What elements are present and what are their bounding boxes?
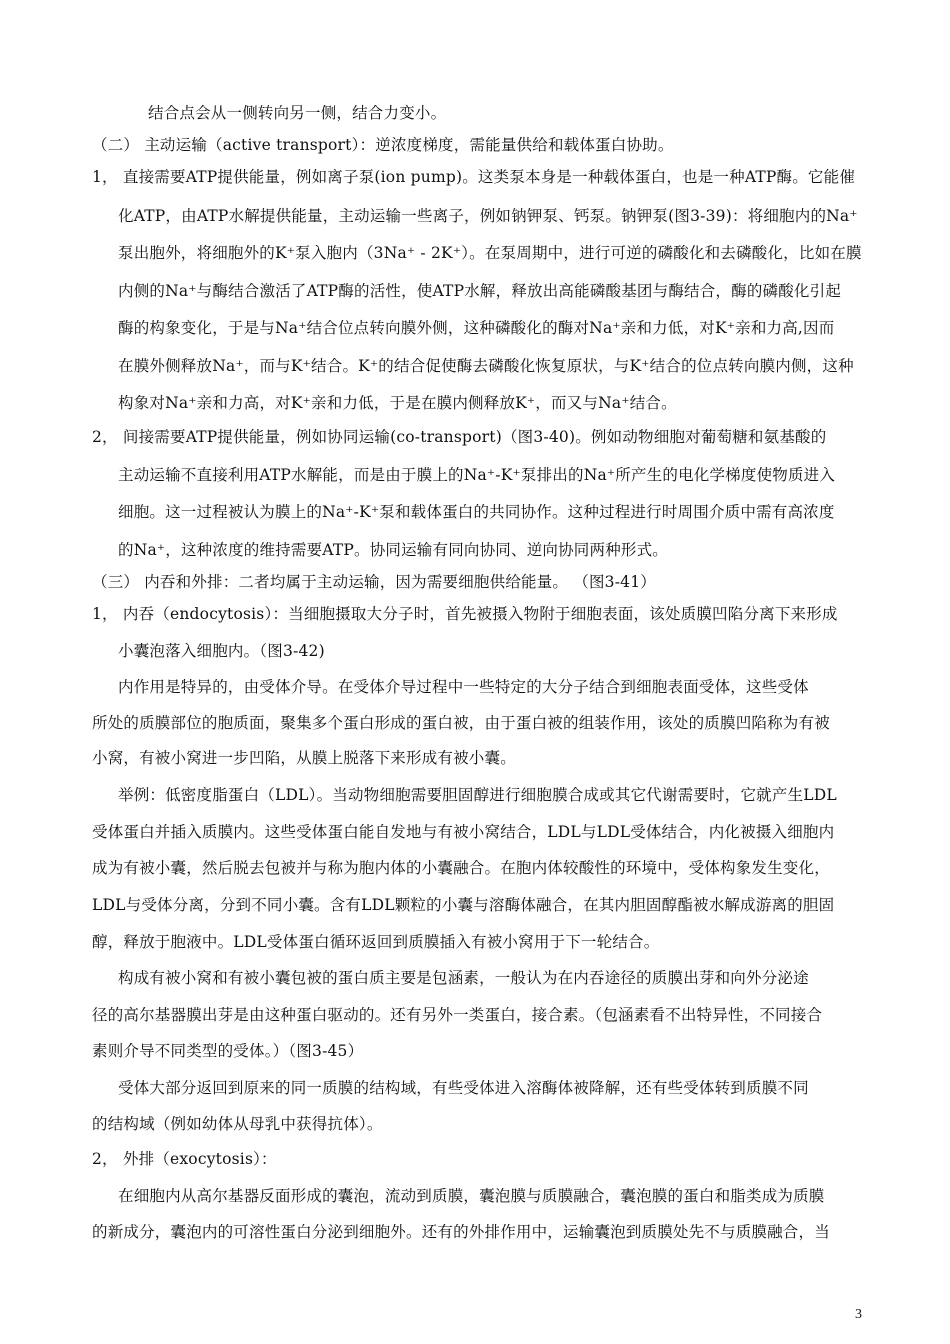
text-line: 1， 直接需要ATP提供能量，例如离子泵(ion pump)。这类泵本身是一种载体蛋白，也是一种ATP酶。它能催 (92, 168, 856, 186)
text-line: 的新成分，囊泡内的可溶性蛋白分泌到细胞外。还有的外排作用中，运输囊泡到质膜处先不与质膜融合，当 (92, 1223, 830, 1241)
text-line: 泵出胞外，将细胞外的K⁺泵入胞内（3Na⁺ - 2K⁺）。在泵周期中，进行可逆的磷酸化和去磷酸化，比如在膜 (118, 244, 862, 262)
text-line: 径的高尔基器膜出芽是由这种蛋白驱动的。还有另外一类蛋白，接合素。（包涵素看不出特异性，不同接合 (92, 1006, 823, 1024)
text-line: 醇，释放于胞液中。LDL受体蛋白循环返回到质膜插入有被小窝用于下一轮结合。 (92, 933, 660, 951)
text-line: 在细胞内从高尔基器反面形成的囊泡，流动到质膜，囊泡膜与质膜融合，囊泡膜的蛋白和脂类成为质膜 (118, 1187, 825, 1205)
section-heading: （二） 主动运输（active transport）：逆浓度梯度，需能量供给和载体蛋白协助。 (92, 136, 674, 154)
text-line: 内侧的Na⁺与酶结合激活了ATP酶的活性，使ATP水解，释放出高能磷酸基团与酶结合，酶的磷酸化引起 (118, 282, 842, 300)
text-line: 内作用是特异的，由受体介导。在受体介导过程中一些特定的大分子结合到细胞表面受体，这些受体 (118, 678, 809, 696)
text-line: 构象对Na⁺亲和力高，对K⁺亲和力低，于是在膜内侧释放K⁺，而又与Na⁺结合。 (118, 394, 677, 412)
text-line: 构成有被小窝和有被小囊包被的蛋白质主要是包涵素，一般认为在内吞途径的质膜出芽和向外分泌途 (118, 969, 809, 987)
text-line: 在膜外侧释放Na⁺，而与K⁺结合。K⁺的结合促使酶去磷酸化恢复原状，与K⁺结合的位点转向膜内侧，这种 (118, 357, 854, 375)
text-line: 小囊泡落入细胞内。（图3-42) (118, 642, 325, 660)
text-line: 2， 间接需要ATP提供能量，例如协同运输(co-transport)（图3-40)。例如动物细胞对葡萄糖和氨基酸的 (92, 428, 827, 446)
text-line: 所处的质膜部位的胞质面，聚集多个蛋白形成的蛋白被，由于蛋白被的组装作用，该处的质膜凹陷称为有被 (92, 714, 830, 732)
text-line: 2， 外排（exocytosis）： (92, 1150, 277, 1168)
text-line: 小窝，有被小窝进一步凹陷，从膜上脱落下来形成有被小囊。 (92, 749, 516, 767)
text-line: 的结构域（例如幼体从母乳中获得抗体）。 (92, 1115, 383, 1133)
page-number: 3 (855, 1307, 862, 1322)
text-line: 受体大部分返回到原来的同一质膜的结构域，有些受体进入溶酶体被降解，还有些受体转到质膜不同 (118, 1079, 809, 1097)
text-line: 素则介导不同类型的受体。）（图3-45） (92, 1042, 364, 1060)
text-line: 受体蛋白并插入质膜内。这些受体蛋白能自发地与有被小窝结合，LDL与LDL受体结合，内化被摄入细胞内 (92, 823, 835, 841)
text-line: 举例：低密度脂蛋白（LDL）。当动物细胞需要胆固醇进行细胞膜合成或其它代谢需要时，它就产生LDL (118, 786, 837, 804)
text-line: 细胞。这一过程被认为膜上的Na⁺-K⁺泵和载体蛋白的共同协作。这种过程进行时周围介质中需有高浓度 (118, 503, 835, 521)
text-line: LDL与受体分离，分到不同小囊。含有LDL颗粒的小囊与溶酶体融合，在其内胆固醇酯被水解成游离的胆固 (92, 896, 835, 914)
section-heading: （三） 内吞和外排：二者均属于主动运输，因为需要细胞供给能量。 （图3-41） (92, 573, 656, 591)
text-line: 1， 内吞（endocytosis）：当细胞摄取大分子时，首先被摄入物附于细胞表面，该处质膜凹陷分离下来形成 (92, 605, 838, 623)
text-line: 化ATP，由ATP水解提供能量，主动运输一些离子，例如钠钾泵、钙泵。钠钾泵(图3-39)：将细胞内的Na⁺ (118, 207, 858, 225)
text-line: 的Na⁺，这种浓度的维持需要ATP。协同运输有同向协同、逆向协同两种形式。 (118, 541, 669, 559)
text-line: 酶的构象变化，于是与Na⁺结合位点转向膜外侧，这种磷酸化的酶对Na⁺亲和力低，对K⁺亲和力高,因而 (118, 319, 835, 337)
text-line: 结合点会从一侧转向另一侧，结合力变小。 (148, 104, 447, 122)
text-line: 成为有被小囊，然后脱去包被并与称为胞内体的小囊融合。在胞内体较酸性的环境中，受体构象发生变化， (92, 859, 830, 877)
text-line: 主动运输不直接利用ATP水解能，而是由于膜上的Na⁺-K⁺泵排出的Na⁺所产生的电化学梯度使物质进入 (118, 466, 836, 484)
